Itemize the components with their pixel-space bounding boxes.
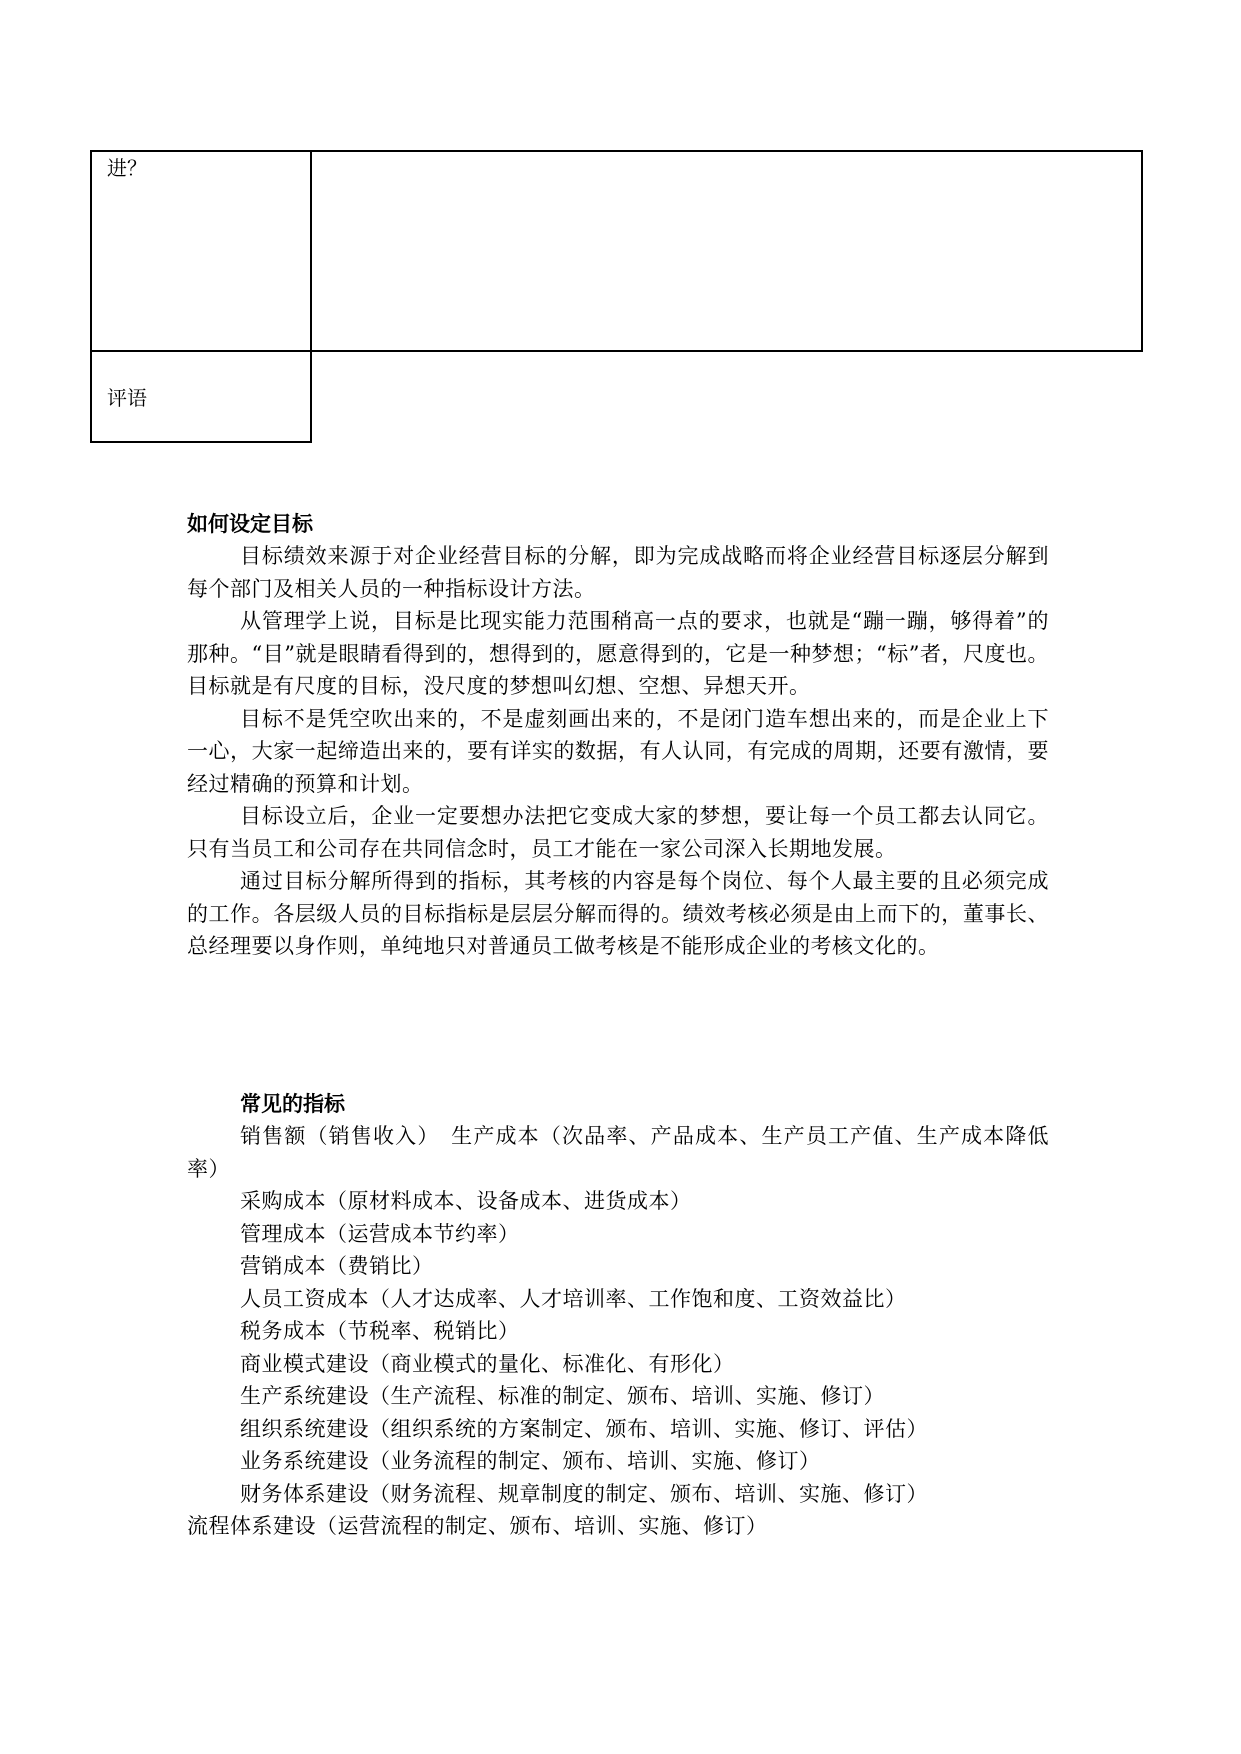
paragraph: 目标不是凭空吹出来的，不是虚刻画出来的，不是闭门造车想出来的，而是企业上下一心，大家一起缔造出来的，要有详实的数据，有人认同，有完成的周期，还要有激情，要经过精确的预算和计划。 — [187, 706, 1049, 796]
section-common-indicators — [187, 1088, 1049, 1543]
table-cell-label-row1 — [90, 150, 312, 352]
paragraph: 目标设立后，企业一定要想办法把它变成大家的梦想，要让每一个员工都去认同它。只有当员工和公司存在共同信念时，员工才能在一家公司深入长期地发展。 — [187, 804, 1049, 861]
section-set-goals — [187, 508, 1049, 963]
list-item: 业务系统建设（业务流程的制定、颁布、培训、实施、修订） — [240, 1449, 821, 1473]
paragraph: 通过目标分解所得到的指标，其考核的内容是每个岗位、每个人最主要的且必须完成的工作。各层级人员的目标指标是层层分解而得的。绩效考核必须是由上而下的，董事长、总经理要以身作则，单纯地只对普通员工做考核是不能形成企业的考核文化的。 — [187, 869, 1049, 958]
list-item: 人员工资成本（人才达成率、人才培训率、工作饱和度、工资效益比） — [240, 1286, 907, 1311]
list-item: 采购成本（原材料成本、设备成本、进货成本） — [240, 1189, 692, 1213]
list-item: 商业模式建设（商业模式的量化、标准化、有形化） — [240, 1351, 735, 1376]
list-item: 财务体系建设（财务流程、规章制度的制定、颁布、培训、实施、修订） — [240, 1481, 928, 1506]
list-item: 税务成本（节税率、税销比） — [240, 1319, 520, 1343]
list-item: 流程体系建设（运营流程的制定、颁布、培训、实施、修订） — [187, 1514, 768, 1538]
table-cell-content-row1 — [310, 150, 1143, 352]
list-item: 销售额（销售收入） 生产成本（次品率、产品成本、生产员工产值、生产成本降低率） — [187, 1124, 1049, 1181]
list-item: 营销成本（费销比） — [240, 1254, 434, 1278]
paragraph: 目标绩效来源于对企业经营目标的分解，即为完成战略而将企业经营目标逐层分解到每个部门及相关人员的一种指标设计方法。 — [187, 544, 1049, 601]
table-row1-label: 进？ — [107, 156, 147, 180]
list-item: 生产系统建设（生产流程、标准的制定、颁布、培训、实施、修订） — [240, 1384, 885, 1408]
paragraph: 从管理学上说，目标是比现实能力范围稍高一点的要求，也就是“蹦一蹦，够得着”的那种。“目”就是眼睛看得到的，想得到的，愿意得到的，它是一种梦想；“标”者，尺度也。目标就是有尺度的目标，没尺度的梦想叫幻想、空想、异想天开。 — [187, 609, 1049, 698]
table-row2-label: 评语 — [107, 386, 147, 410]
list-item: 管理成本（运营成本节约率） — [240, 1221, 520, 1246]
section-title: 如何设定目标 — [187, 511, 313, 536]
list-item: 组织系统建设（组织系统的方案制定、颁布、培训、实施、修订、评估） — [240, 1416, 928, 1441]
section-title: 常见的指标 — [240, 1091, 345, 1116]
